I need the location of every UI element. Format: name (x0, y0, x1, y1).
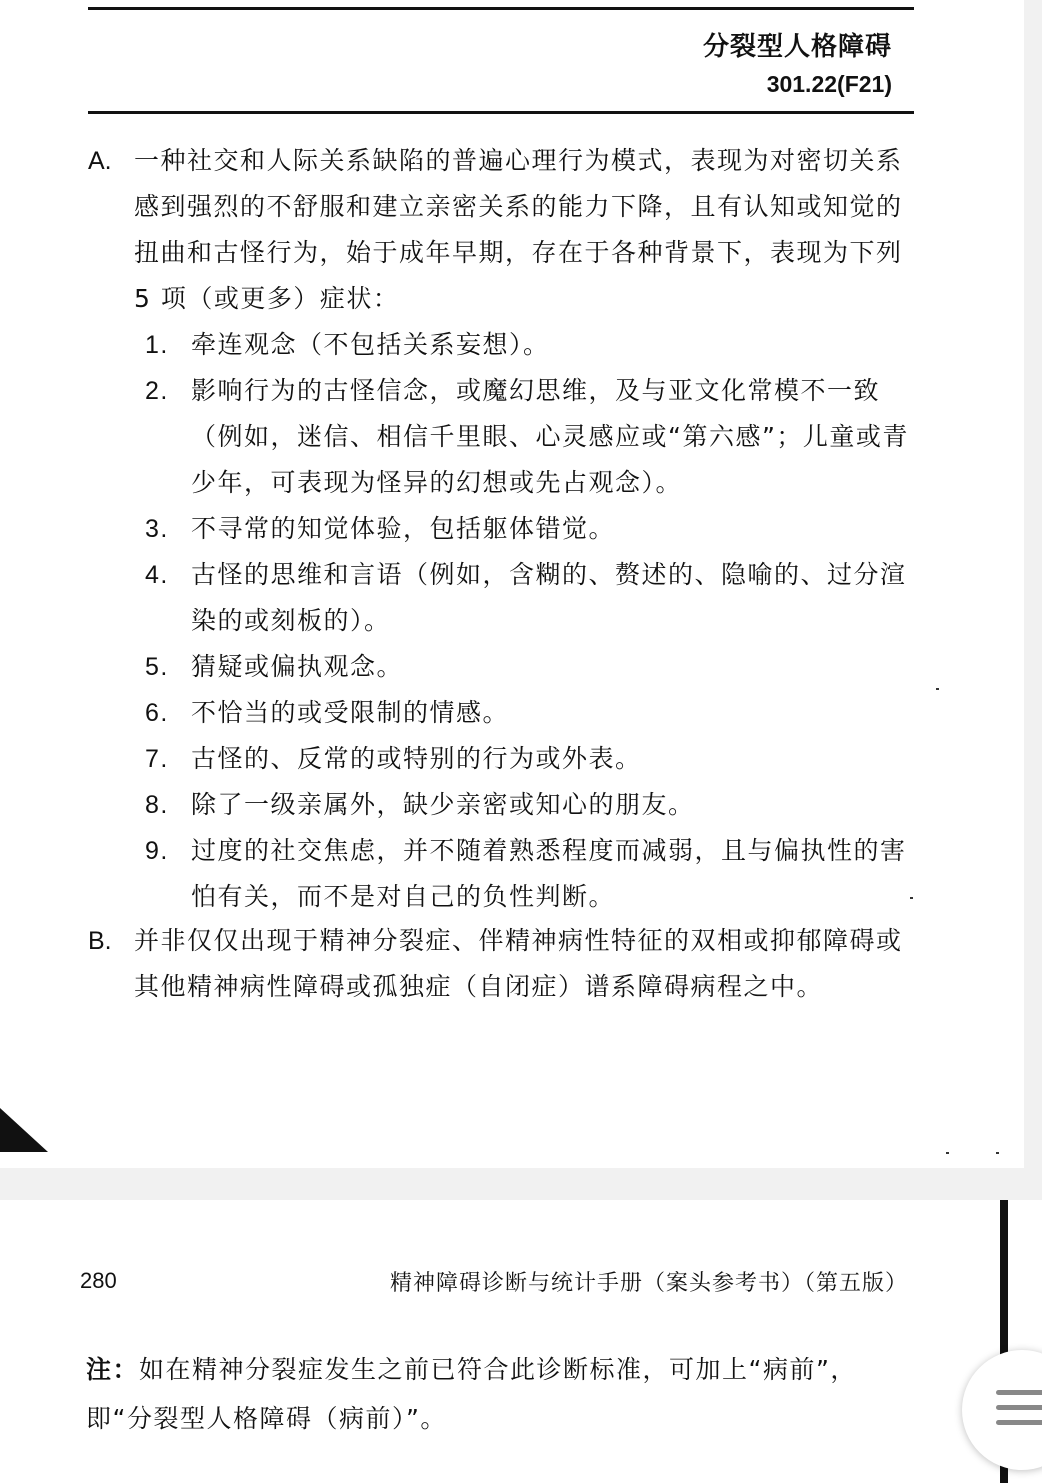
symptom-number: 5. (145, 653, 169, 681)
symptom-text: 猜疑或偏执观念。 (191, 652, 404, 681)
symptom-text: 除了一级亲属外，缺少亲密或知心的朋友。 (191, 790, 695, 819)
list-item (145, 782, 915, 828)
diagnostic-code: 301.22(F21) (766, 71, 892, 97)
list-item (145, 828, 915, 920)
menu-lines-icon[interactable] (962, 1350, 1042, 1470)
scan-speck (936, 688, 939, 690)
symptom-number: 4. (145, 561, 169, 589)
note-paragraph (86, 1345, 916, 1443)
menu-line (996, 1405, 1042, 1410)
menu-line (996, 1390, 1042, 1395)
document-page-280 (0, 1200, 1042, 1483)
symptom-list (145, 322, 915, 920)
symptom-text: 古怪的、反常的或特别的行为或外表。 (191, 744, 642, 773)
list-item (145, 690, 915, 736)
scan-speck (996, 1152, 999, 1154)
criterion-b-text: 并非仅仅出现于精神分裂症、伴精神病性特征的双相或抑郁障碍或其他精神病性障碍或孤独症（自闭症）谱系障碍病程之中。 (134, 926, 903, 1001)
criterion-a-label: A. (88, 147, 112, 175)
symptom-text: 古怪的思维和言语（例如，含糊的、赘述的、隐喻的、过分渲染的或刻板的）。 (191, 560, 907, 635)
note-label: 注： (86, 1355, 140, 1384)
symptom-text: 不恰当的或受限制的情感。 (191, 698, 510, 727)
symptom-number: 3. (145, 515, 169, 543)
header-top-rule (88, 7, 914, 10)
header-bottom-rule (88, 111, 914, 114)
criterion-a (88, 138, 918, 322)
running-title: 分裂型人格障碍 (702, 32, 892, 62)
symptom-text: 影响行为的古怪信念，或魔幻思维，及与亚文化常模不一致（例如，迷信、相信千里眼、心灵感应或“第六感”；儿童或青少年，可表现为怪异的幻想或先占观念）。 (191, 376, 909, 497)
note-text: 如在精神分裂症发生之前已符合此诊断标准，可加上“病前”，即“分裂型人格障碍（病前）”。 (86, 1355, 857, 1433)
criterion-a-text: 一种社交和人际关系缺陷的普遍心理行为模式，表现为对密切关系感到强烈的不舒服和建立亲密关系的能力下降，且有认知或知觉的扭曲和古怪行为，始于成年早期，存在于各种背景下，表现为下列 5 项（或更多）症状： (134, 146, 903, 313)
list-item (145, 322, 915, 368)
scan-speck (910, 897, 913, 899)
symptom-text: 牵连观念（不包括关系妄想）。 (191, 330, 550, 359)
scan-speck (946, 1152, 949, 1154)
symptom-number: 8. (145, 791, 169, 819)
criterion-b (88, 918, 918, 1010)
criterion-b-label: B. (88, 927, 112, 955)
symptom-number: 1. (145, 331, 169, 359)
symptom-number: 6. (145, 699, 169, 727)
menu-line (996, 1420, 1042, 1425)
list-item (145, 506, 915, 552)
page-corner-mark (0, 1108, 48, 1152)
symptom-number: 2. (145, 377, 169, 405)
list-item (145, 644, 915, 690)
list-item (145, 736, 915, 782)
symptom-number: 9. (145, 837, 169, 865)
book-title: 精神障碍诊断与统计手册（案头参考书）（第五版） (389, 1271, 908, 1296)
symptom-number: 7. (145, 745, 169, 773)
list-item (145, 552, 915, 644)
list-item (145, 368, 915, 506)
symptom-text: 过度的社交焦虑，并不随着熟悉程度而减弱，且与偏执性的害怕有关，而不是对自己的负性判断。 (191, 836, 907, 911)
symptom-text: 不寻常的知觉体验，包括躯体错觉。 (191, 514, 616, 543)
page-number: 280 (80, 1268, 117, 1293)
